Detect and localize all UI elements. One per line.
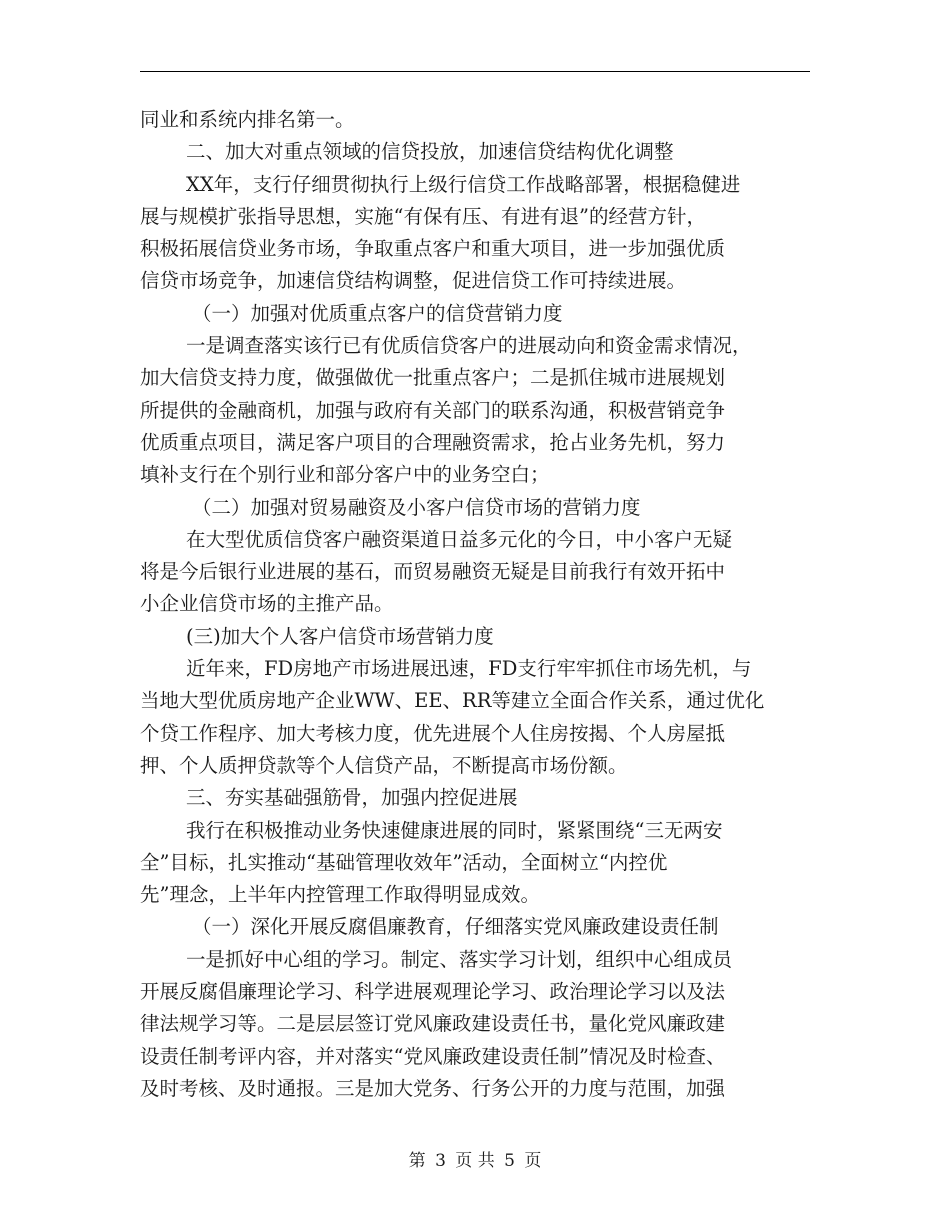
paragraph-line: 押、个人质押贷款等个人信贷产品，不断提高市场份额。 xyxy=(140,753,628,777)
paragraph-line: 及时考核、及时通报。三是加大党务、行务公开的力度与范围，加强 xyxy=(140,1076,726,1100)
paragraph-line: 全”目标，扎实推动“基础管理收效年”活动，全面树立“内控优 xyxy=(140,850,668,874)
paragraph-line: 一是抓好中心组的学习。制定、落实学习计划，组织中心组成员 xyxy=(186,947,733,971)
paragraph-line: 小企业信贷市场的主推产品。 xyxy=(140,592,394,616)
paragraph-line: 先”理念，上半年内控管理工作取得明显成效。 xyxy=(140,883,540,907)
section-heading: 三、夯实基础强筋骨，加强内控促进展 xyxy=(186,786,518,810)
page-label-mid: 页 共 xyxy=(455,1151,495,1171)
paragraph-line: 加大信贷支持力度，做强做优一批重点客户；二是抓住城市进展规划 xyxy=(140,366,726,390)
paragraph-line: XX年，支行仔细贯彻执行上级行信贷工作战略部署，根据稳健进 xyxy=(186,172,741,196)
page-total: 5 xyxy=(504,1151,515,1171)
paragraph-line: 优质重点项目，满足客户项目的合理融资需求，抢占业务先机，努力 xyxy=(140,430,726,454)
paragraph-line: 律法规学习等。二是层层签订党风廉政建设责任书，量化党风廉政建 xyxy=(140,1012,726,1036)
paragraph-line: 展与规模扩张指导思想，实施“有保有压、有进有退”的经营方针， xyxy=(140,204,706,228)
page-label-prefix: 第 xyxy=(408,1151,426,1171)
page-footer xyxy=(0,1146,950,1171)
paragraph-line: 将是今后银行业进展的基石，而贸易融资无疑是目前我行有效开拓中 xyxy=(140,560,726,584)
paragraph-line: 个贷工作程序、加大考核力度，优先进展个人住房按揭、个人房屋抵 xyxy=(140,721,726,745)
paragraph-line: 开展反腐倡廉理论学习、科学进展观理论学习、政治理论学习以及法 xyxy=(140,980,726,1004)
page-number: 3 xyxy=(435,1151,446,1171)
subsection-heading: （一）加强对优质重点客户的信贷营销力度 xyxy=(192,301,563,325)
header-rule xyxy=(140,71,810,72)
subsection-heading: (三)加大个人客户信贷市场营销力度 xyxy=(186,624,494,648)
paragraph-line: 所提供的金融商机，加强与政府有关部门的联系沟通，积极营销竞争 xyxy=(140,398,726,422)
paragraph-line: 设责任制考评内容，并对落实“党风廉政建设责任制”情况及时检查、 xyxy=(140,1044,726,1068)
paragraph-line: 近年来，FD房地产市场进展迅速，FD支行牢牢抓住市场先机，与 xyxy=(186,657,752,681)
paragraph-line: 同业和系统内排名第一。 xyxy=(140,108,355,131)
paragraph-line: 填补支行在个别行业和部分客户中的业务空白； xyxy=(140,463,550,487)
section-heading: 二、加大对重点领域的信贷投放，加速信贷结构优化调整 xyxy=(186,140,674,164)
subsection-heading: （一）深化开展反腐倡廉教育，仔细落实党风廉政建设责任制 xyxy=(192,915,719,939)
paragraph-line: 在大型优质信贷客户融资渠道日益多元化的今日，中小客户无疑 xyxy=(186,527,733,551)
subsection-heading: （二）加强对贸易融资及小客户信贷市场的营销力度 xyxy=(192,495,641,519)
paragraph-line: 一是调查落实该行已有优质信贷客户的进展动向和资金需求情况， xyxy=(186,334,752,358)
paragraph-line: 我行在积极推动业务快速健康进展的同时，紧紧围绕“三无两安 xyxy=(186,818,723,842)
document-body xyxy=(140,104,810,1105)
paragraph-line: 信贷市场竞争，加速信贷结构调整，促进信贷工作可持续进展。 xyxy=(140,269,687,293)
page-label-suffix: 页 xyxy=(524,1151,542,1171)
paragraph-line: 当地大型优质房地产企业WW、EE、RR等建立全面合作关系，通过优化 xyxy=(140,689,765,713)
paragraph-line: 积极拓展信贷业务市场，争取重点客户和重大项目，进一步加强优质 xyxy=(140,237,726,261)
